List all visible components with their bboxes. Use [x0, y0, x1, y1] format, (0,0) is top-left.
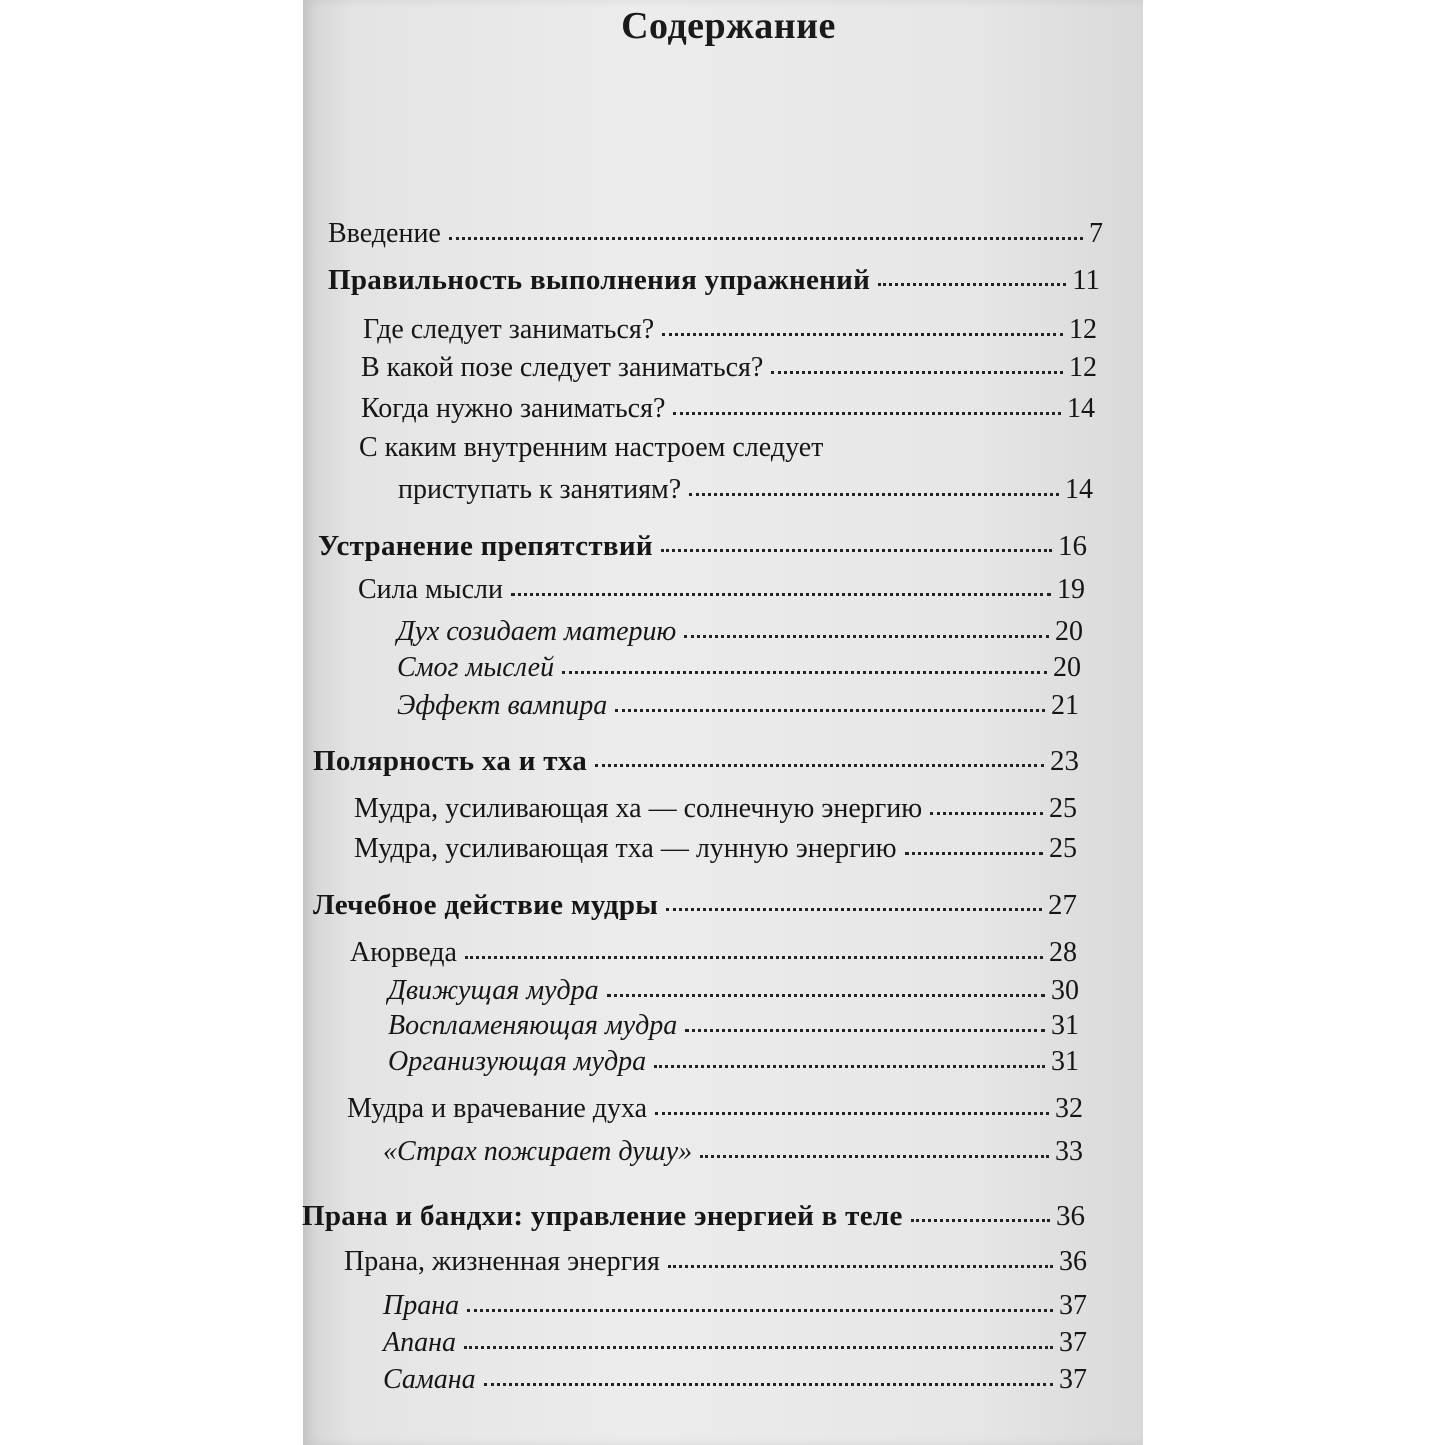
toc-section-entry — [358, 574, 1085, 610]
toc-section-entry — [347, 1093, 1083, 1129]
dot-leader — [465, 950, 1043, 959]
toc-entry-label: Когда нужно заниматься? — [361, 393, 666, 424]
toc-section-entry — [363, 314, 1097, 350]
toc-page-number: 14 — [1065, 474, 1093, 505]
toc-entry-label: Апана — [383, 1327, 456, 1358]
toc-entry-label: Смог мыслей — [397, 652, 555, 683]
dot-leader — [684, 629, 1049, 638]
toc-page-number: 21 — [1051, 690, 1079, 721]
dot-leader — [595, 758, 1044, 767]
dot-leader — [615, 703, 1045, 712]
dot-leader — [689, 487, 1059, 496]
toc-page-number: 31 — [1051, 1046, 1079, 1077]
toc-entry-label: Движущая мудра — [388, 975, 599, 1006]
toc-page-number: 23 — [1050, 745, 1079, 777]
toc-entry-label: Воспламеняющая мудра — [388, 1010, 678, 1041]
dot-leader — [607, 988, 1045, 997]
toc-chapter-entry — [328, 264, 1100, 300]
dot-leader — [685, 1023, 1045, 1032]
dot-leader — [511, 587, 1051, 596]
dot-leader — [905, 846, 1043, 855]
toc-entry-label: В какой позе следует заниматься? — [361, 352, 764, 383]
toc-entry-label: Прана, жизненная энергия — [344, 1246, 660, 1277]
toc-section-entry — [354, 833, 1077, 869]
dot-leader — [771, 365, 1063, 374]
toc-page-number: 31 — [1051, 1010, 1079, 1041]
dot-leader — [911, 1213, 1050, 1222]
toc-entry-label: Мудра, усиливающая ха — солнечную энергию — [354, 793, 923, 824]
toc-subsection-entry — [397, 690, 1079, 726]
toc-entry-label: Эффект вампира — [397, 690, 608, 721]
toc-page-number: 25 — [1049, 793, 1077, 824]
toc-entry-label: Устранение препятствий — [318, 530, 653, 562]
toc-page-number: 28 — [1049, 937, 1077, 968]
toc-section-entry — [354, 793, 1077, 829]
toc-subsection-entry — [388, 975, 1079, 1011]
dot-leader — [668, 1259, 1053, 1268]
toc-subsection-entry — [397, 652, 1081, 688]
toc-page-number: 37 — [1059, 1290, 1087, 1321]
toc-entry-label: Сила мысли — [358, 574, 503, 605]
dot-leader — [878, 277, 1066, 286]
dot-leader — [449, 231, 1083, 240]
toc-subsection-entry — [388, 1046, 1079, 1082]
toc-page-number: 25 — [1049, 833, 1077, 864]
toc-page-number: 30 — [1051, 975, 1079, 1006]
toc-chapter-entry — [313, 745, 1079, 781]
toc-entry-label: Где следует заниматься? — [363, 314, 655, 345]
toc-chapter-entry — [318, 530, 1087, 566]
toc-section-entry — [398, 474, 1093, 510]
toc-subsection-entry — [388, 1010, 1079, 1046]
toc-page-number: 36 — [1059, 1246, 1087, 1277]
toc-page-number: 14 — [1067, 393, 1095, 424]
toc-section-entry — [328, 218, 1103, 254]
dot-leader — [484, 1377, 1053, 1386]
toc-section-entry — [344, 1246, 1087, 1282]
toc-entry-label-line1: С каким внутренним настроем следует — [359, 432, 824, 463]
toc-page-number: 37 — [1059, 1364, 1087, 1395]
toc-entry-label: Аюрведа — [350, 937, 457, 968]
toc-subsection-entry — [383, 1136, 1083, 1172]
toc-entry-label: Правильность выполнения упражнений — [328, 264, 871, 296]
toc-section-entry — [350, 937, 1077, 973]
toc-entry-label: Организующая мудра — [388, 1046, 647, 1077]
toc-page-number: 11 — [1072, 264, 1100, 296]
toc-section-entry — [361, 393, 1095, 429]
dot-leader — [930, 806, 1043, 815]
dot-leader — [467, 1303, 1053, 1312]
toc-entry-label: Полярность ха и тха — [313, 745, 588, 777]
dot-leader — [655, 1106, 1049, 1115]
dot-leader — [464, 1340, 1053, 1349]
dot-leader — [662, 327, 1063, 336]
dot-leader — [661, 543, 1052, 552]
toc-page-number: 20 — [1053, 652, 1081, 683]
dot-leader — [700, 1149, 1049, 1158]
toc-subsection-entry — [383, 1327, 1087, 1363]
toc-chapter-entry — [302, 1200, 1085, 1236]
toc-page-number: 16 — [1058, 530, 1087, 562]
toc-entry-label: Лечебное действие мудры — [313, 889, 659, 921]
toc-page-number: 37 — [1059, 1327, 1087, 1358]
dot-leader — [673, 406, 1061, 415]
toc-entry-label: Дух созидает материю — [397, 616, 677, 647]
toc-subsection-entry — [383, 1290, 1087, 1326]
toc-subsection-entry — [383, 1364, 1087, 1400]
dot-leader — [666, 902, 1042, 911]
toc-section-entry — [361, 352, 1097, 388]
toc-entry-label: приступать к занятиям? — [398, 474, 682, 505]
toc-entry-label: «Страх пожирает душу» — [383, 1136, 693, 1167]
toc-page-number: 19 — [1057, 574, 1085, 605]
toc-entry-label: Мудра, усиливающая тха — лунную энергию — [354, 833, 897, 864]
toc-page-number: 20 — [1055, 616, 1083, 647]
dot-leader — [654, 1059, 1045, 1068]
toc-entry-label: Мудра и врачевание духа — [347, 1093, 648, 1124]
toc-subsection-entry — [397, 616, 1083, 652]
toc-page-number: 33 — [1055, 1136, 1083, 1167]
toc-page-number: 12 — [1069, 314, 1097, 345]
toc-page-number: 12 — [1069, 352, 1097, 383]
toc-page-number: 36 — [1056, 1200, 1085, 1232]
toc-page-number: 32 — [1055, 1093, 1083, 1124]
toc-entry-label: Введение — [328, 218, 441, 249]
toc-entry-label: Прана и бандхи: управление энергией в теле — [302, 1200, 903, 1232]
toc-entry-label: Самана — [383, 1364, 476, 1395]
dot-leader — [562, 665, 1047, 674]
toc-page-number: 7 — [1089, 218, 1103, 249]
toc-chapter-entry — [313, 889, 1077, 925]
toc-entry-label: Прана — [383, 1290, 460, 1321]
toc-page-number: 27 — [1048, 889, 1077, 921]
page-title: Содержание — [621, 5, 836, 47]
